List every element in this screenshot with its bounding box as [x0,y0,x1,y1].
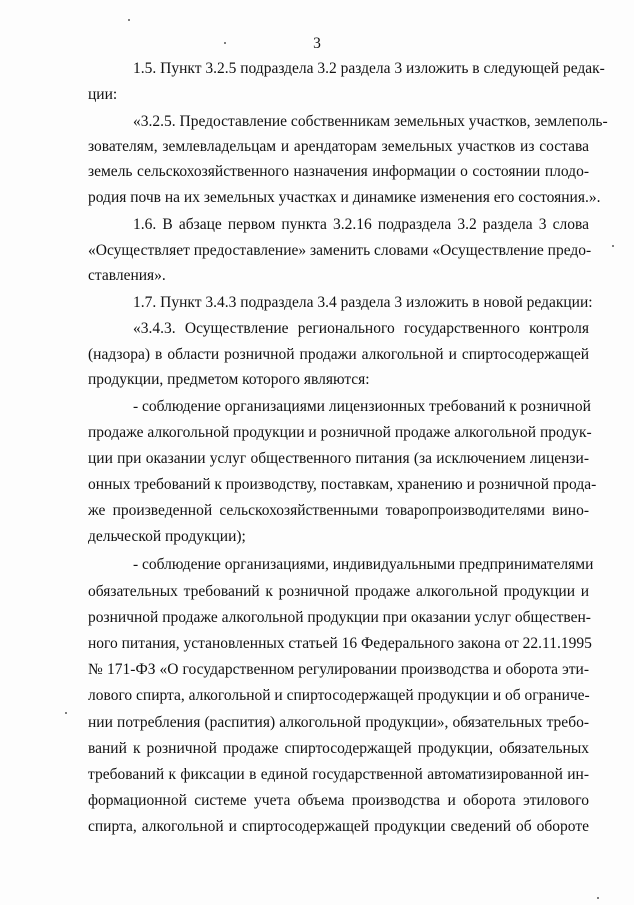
text-line: обязательных требований к розничной продаже алкогольной продукции и [88,583,589,600]
scan-speck [128,19,130,21]
text-line: продукции, предметом которого являются: [88,371,370,388]
text-line: дельческой продукции); [88,528,246,545]
text-line: ваний к розничной продаже спиртосодержащей продукции, обязательных [88,740,589,757]
text-line: нии потребления (распития) алкогольной продукции», обязательных требо- [88,714,589,731]
text-line: «3.2.5. Предоставление собственникам земельных участков, землеполь- [133,113,608,130]
text-line: «Осуществляет предоставление» заменить словами «Осуществление предо- [88,242,592,259]
text-line: требований к фиксации в единой государственной автоматизированной ин- [88,766,589,783]
text-line: «3.4.3. Осуществление регионального государственного контроля [133,320,589,337]
page-number: 3 [313,35,321,52]
text-line: ставления». [88,267,166,284]
text-line: 1.7. Пункт 3.4.3 подраздела 3.4 раздела 3 изложить в новой редакции: [133,294,593,311]
scan-speck [597,897,599,899]
text-line: (надзора) в области розничной продажи алкогольной и спиртосодержащей [88,346,589,363]
text-line: - соблюдение организациями, индивидуальными предпринимателями [133,556,594,573]
text-line: ного питания, установленных статьей 16 Федерального закона от 22.11.1995 [88,635,592,652]
text-line: зователям, землевладельцам и арендаторам земельных участков из состава [88,138,589,155]
scan-speck [612,245,614,247]
scan-speck [65,712,67,714]
text-line: земель сельскохозяйственного назначения информации о состоянии плодо- [88,163,589,180]
text-line: ции: [88,86,118,103]
text-line: ции при оказании услуг общественного питания (за исключением лицензи- [88,450,589,467]
text-line: № 171-ФЗ «О государственном регулировании производства и оборота эти- [88,661,589,678]
text-line: онных требований к производству, поставкам, хранению и розничной прода- [88,476,597,493]
text-line: продаже алкогольной продукции и розничной продаже алкогольной продук- [88,424,592,441]
scan-speck [224,42,226,44]
text-line: 1.5. Пункт 3.2.5 подраздела 3.2 раздела 3 изложить в следующей редак- [133,60,605,77]
text-line: же произведенной сельскохозяйственными товаропроизводителями вино- [88,502,589,519]
text-line: - соблюдение организациями лицензионных требований к розничной [133,398,591,415]
text-line: родия почв на их земельных участках и динамике изменения его состояния.». [88,189,601,206]
text-line: 1.6. В абзаце первом пункта 3.2.16 подраздела 3.2 раздела 3 слова [133,216,589,233]
text-line: розничной продаже алкогольной продукции при оказании услуг обществен- [88,609,591,626]
text-line: лового спирта, алкогольной и спиртосодержащей продукции и об ограниче- [88,687,590,704]
text-line: спирта, алкогольной и спиртосодержащей продукции сведений об обороте [88,818,589,835]
text-line: формационной системе учета объема производства и оборота этилового [88,792,589,809]
